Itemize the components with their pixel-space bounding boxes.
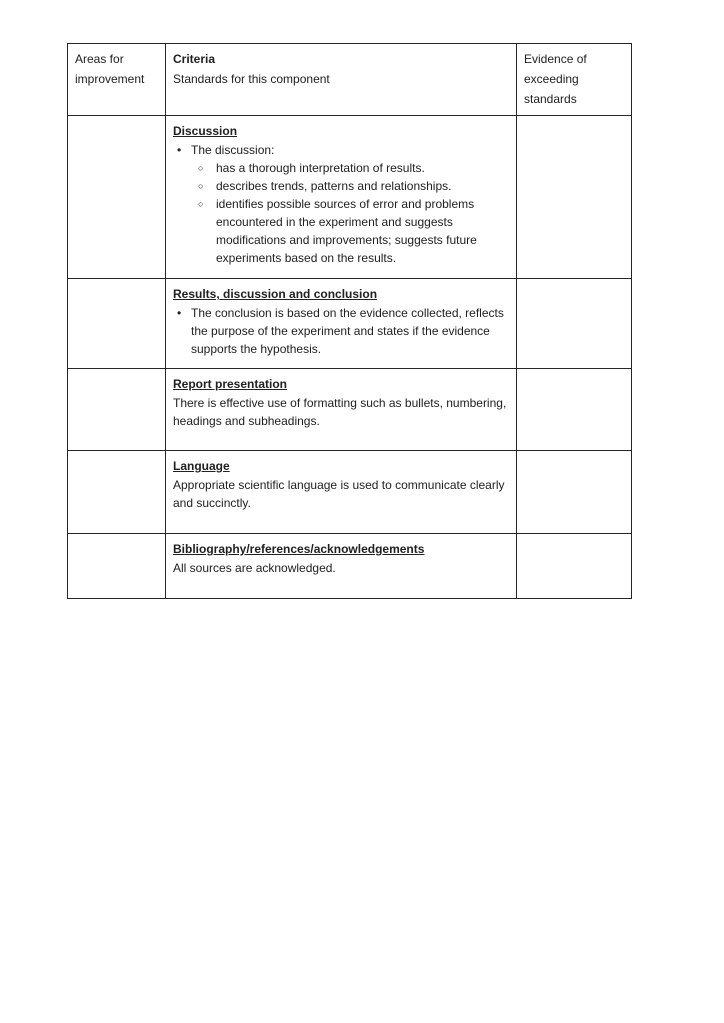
bullet-text: The discussion: [191, 143, 275, 157]
table-row [68, 534, 632, 599]
criteria-heading: Language [173, 459, 230, 473]
criteria-paragraph: All sources are acknowledged. [173, 561, 336, 575]
header-areas-for-improvement: Areas for improvement [68, 44, 166, 116]
areas-for-improvement-cell [68, 534, 166, 599]
circle-bullet-icon: ○ [198, 181, 204, 191]
circle-bullet-icon: ○ [198, 199, 204, 209]
table-row [68, 116, 632, 279]
table-row [68, 279, 632, 369]
bullet-icon: • [177, 143, 182, 157]
criteria-cell [166, 116, 517, 279]
criteria-cell [166, 369, 517, 451]
sub-bullet-text: has a thorough interpretation of results. [216, 161, 425, 175]
table-row [68, 451, 632, 534]
bullet-text: The conclusion is based on the evidence collected, reflects the purpose of the experiment and states if the evidence supports the hypothesis. [191, 306, 504, 356]
sub-bullet-item [198, 195, 509, 267]
bullet-icon: • [177, 306, 182, 320]
evidence-cell [517, 534, 632, 599]
areas-for-improvement-cell [68, 279, 166, 369]
sub-bullet-item [198, 177, 509, 195]
sub-bullet-list [173, 159, 509, 267]
sub-bullet-text: identifies possible sources of error and problems encountered in the experiment and suggests modifications and improvements; suggests future experiments based on the results. [216, 197, 477, 265]
criteria-cell [166, 534, 517, 599]
table-row [68, 369, 632, 451]
bullet-item [177, 304, 509, 358]
criteria-paragraph: Appropriate scientific language is used to communicate clearly and succinctly. [173, 478, 505, 510]
areas-for-improvement-cell [68, 451, 166, 534]
header-criteria-subtitle: Standards for this component [173, 72, 330, 86]
criteria-heading: Bibliography/references/acknowledgements [173, 542, 425, 556]
criteria-heading: Report presentation [173, 377, 288, 391]
header-criteria [166, 44, 517, 116]
rubric-table [67, 43, 632, 599]
criteria-paragraph: There is effective use of formatting such as bullets, numbering, headings and subheadings. [173, 396, 507, 428]
evidence-cell [517, 279, 632, 369]
circle-bullet-icon: ○ [198, 163, 204, 173]
criteria-heading: Discussion [173, 124, 238, 138]
header-criteria-title: Criteria [173, 52, 216, 66]
evidence-cell [517, 451, 632, 534]
areas-for-improvement-cell [68, 116, 166, 279]
sub-bullet-text: describes trends, patterns and relationships. [216, 179, 452, 193]
evidence-cell [517, 116, 632, 279]
evidence-cell [517, 369, 632, 451]
criteria-cell [166, 451, 517, 534]
header-evidence-of-exceeding-standards: Evidence of exceeding standards [517, 44, 632, 116]
criteria-cell [166, 279, 517, 369]
header-row [68, 44, 632, 116]
areas-for-improvement-cell [68, 369, 166, 451]
criteria-heading: Results, discussion and conclusion [173, 287, 378, 301]
bullet-item [177, 141, 509, 159]
sub-bullet-item [198, 159, 509, 177]
